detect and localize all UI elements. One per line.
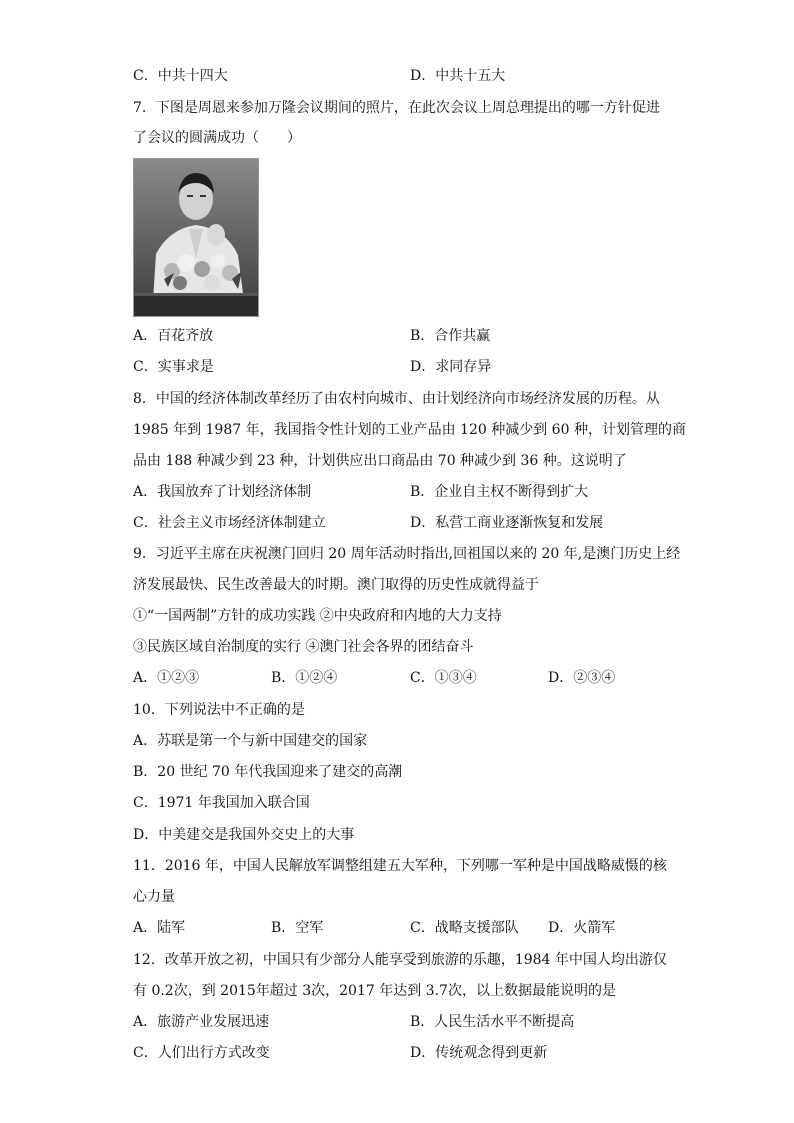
question-7-stem: 7．下图是周恩来参加万隆会议期间的照片，在此次会议上周总理提出的哪一方针促进: [133, 100, 660, 116]
option-a: A．苏联是第一个与新中国建交的国家: [133, 733, 368, 749]
question-10-stem: 10．下列说法中不正确的是: [133, 702, 305, 718]
option-a: A．百花齐放: [133, 328, 214, 344]
question-9-stem: 9．习近平主席在庆祝澳门回归 20 周年活动时指出,回祖国以来的 20 年,是澳门历史上经: [133, 546, 681, 562]
option-b: B．20 世纪 70 年代我国迎来了建交的高潮: [133, 764, 403, 780]
option-d: D．私营工商业逐渐恢复和发展: [410, 515, 604, 531]
option-d: D．中美建交是我国外交史上的大事: [133, 827, 355, 843]
photo-illustration: [134, 159, 258, 316]
option-d: D．火箭军: [548, 920, 616, 936]
option-c: C．中共十四大: [133, 68, 228, 84]
question-9-items: ①“一国两制”方针的成功实践 ②中央政府和内地的大力支持: [133, 608, 502, 624]
option-a: A．陆军: [133, 920, 186, 936]
question-9-stem-cont: 济发展最快、民生改善最大的时期。澳门取得的历史性成就得益于: [133, 577, 539, 593]
question-8-stem-cont: 品由 188 种减少到 23 种，计划供应出口商品由 70 种减少到 36 种。这说明了: [133, 453, 627, 469]
option-b: B．合作共赢: [410, 328, 491, 344]
question-12-stem: 12．改革开放之初，中国只有少部分人能享受到旅游的乐趣，1984 年中国人均出游仅: [133, 952, 667, 968]
question-11-stem: 11．2016 年，中国人民解放军调整组建五大军种，下列哪一军种是中国战略威慑的核: [133, 858, 667, 874]
option-d: D．传统观念得到更新: [410, 1045, 548, 1061]
option-a: A．旅游产业发展迅速: [133, 1014, 270, 1030]
option-c: C．人们出行方式改变: [133, 1045, 270, 1061]
zhou-enlai-photo: [133, 158, 259, 317]
question-8-stem-cont: 1985 年到 1987 年，我国指令性计划的工业产品由 120 种减少到 60 种，计划管理的商: [133, 422, 686, 438]
option-d: D．求同存异: [410, 359, 492, 375]
option-a: A．我国放弃了计划经济体制: [133, 484, 312, 500]
option-b: B．人民生活水平不断提高: [410, 1014, 575, 1030]
option-d: D．中共十五大: [410, 68, 506, 84]
question-7-stem-cont: 了会议的圆满成功（ ）: [133, 130, 301, 146]
question-9-items: ③民族区域自治制度的实行 ④澳门社会各界的团结奋斗: [133, 639, 474, 655]
question-11-stem-cont: 心力量: [133, 889, 175, 905]
option-c: C．战略支援部队: [410, 920, 519, 936]
option-c: C．社会主义市场经济体制建立: [133, 515, 326, 531]
option-c: C．1971 年我国加入联合国: [133, 795, 310, 811]
question-8-stem: 8．中国的经济体制改革经历了由农村向城市、由计划经济向市场经济发展的历程。从: [133, 391, 660, 407]
option-c: C．①③④: [410, 670, 477, 686]
option-a: A．①②③: [133, 670, 200, 686]
option-b: B．①②④: [271, 670, 338, 686]
option-d: D．②③④: [548, 670, 616, 686]
option-c: C．实事求是: [133, 359, 214, 375]
question-12-stem-cont: 有 0.2次，到 2015年超过 3次，2017 年达到 3.7次，以上数据最能说明的是: [133, 983, 616, 999]
option-b: B．企业自主权不断得到扩大: [410, 484, 589, 500]
option-b: B．空军: [271, 920, 324, 936]
